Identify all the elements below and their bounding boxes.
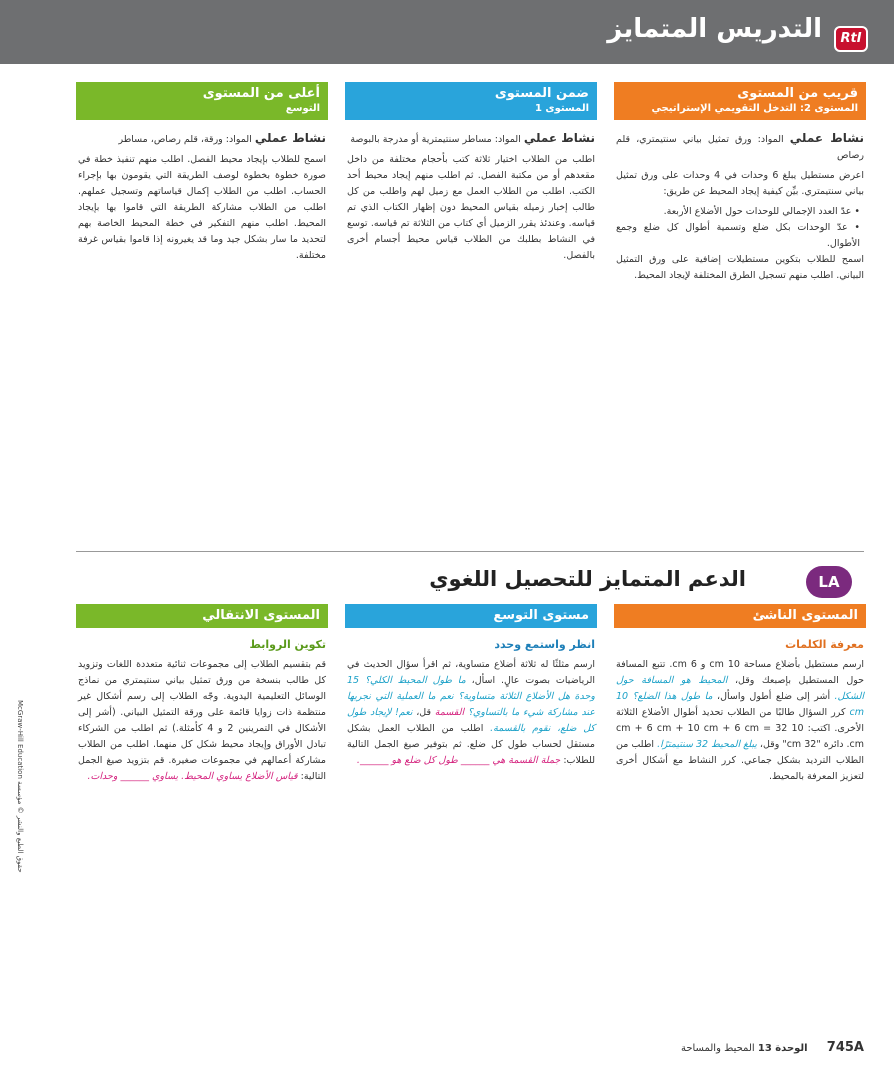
highlight-text: المحيط هو المسافة حول الشكل.	[616, 675, 865, 702]
activity-lead: نشاط عملي	[523, 131, 595, 145]
col-on-level-body	[345, 130, 597, 264]
text-run: كرر السؤال طالبًا من الطلاب تحديد أطوال الأضلاع الثلاثة الأخرى. اكتب: 10 cm + 6 cm + 10 cm + 6 cm = 32 cm. دائرة "32 cm" وقل،	[616, 707, 865, 750]
highlight-text: ما طول المحيط الكلي؟ 15 وحدة هل الأضلاع الثلاثة متساوية؟ نعم ما العملية التي نجريها عند مشاركة شيء ما بالتساوي؟	[347, 675, 595, 718]
page-number: 745A	[826, 1040, 864, 1055]
la-section-title: الدعم المتمايز للتحصيل اللغوي	[429, 567, 746, 591]
col-approaching-title: قريب من المستوى	[737, 86, 858, 101]
materials-text: المواد: ورق تمثيل بياني سنتيمتري، قلم رصاص	[616, 134, 864, 161]
section-divider	[76, 551, 864, 552]
col-expanding-body	[345, 657, 597, 769]
text-run: أشر إلى ضلع أطول واسأل،	[717, 691, 831, 702]
text-run: ارسم مثلثًا له ثلاثة أضلاع متساوية، ثم اقرأ سؤال الحديث في الرياضيات بصوت عالٍ. اسأل،	[347, 659, 595, 686]
header-bar	[0, 0, 894, 64]
paragraph: اسمح للطلاب بإيجاد محيط الفصل. اطلب منهم تنفيذ خطة في صورة خطوة بخطوة لوصف الطريقة التي يقومون بها بإجراء الحساب. اطلب من الطلاب إكمال قياساتهم وتسجيل عملهم. اطلب من الطلاب مشاركة الطريقة التي قاموا بها بإيجاد المحيط. اطلب منهم التفكير في خطة المحيط الخاصة بهم لتحديد ما سار بشكل جيد وما قد يغيرونه إذا قاموا بقياس غرفة مختلفة.	[78, 154, 326, 261]
col-bridging-title: المستوى الانتقالي	[202, 608, 320, 623]
la-badge: LA	[806, 566, 852, 598]
col-approaching-body	[614, 130, 866, 284]
unit-label: الوحدة 13	[757, 1043, 808, 1054]
col-expanding-title: مستوى التوسع	[493, 608, 589, 623]
activity-lead: نشاط عملي	[254, 131, 326, 145]
col-emerging-body	[614, 657, 866, 785]
col-emerging-label: معرفة الكلمات	[785, 638, 864, 651]
col-expanding	[345, 604, 597, 773]
highlight-text: القسمة	[434, 707, 465, 718]
rti-badge: RtI	[834, 26, 868, 52]
col-expanding-label: انظر واستمع وحدد	[494, 638, 595, 651]
text-run: قم بتقسيم الطلاب إلى مجموعات ثنائية متعددة اللغات وتزويد كل طالب بنسخة من ورق تمثيل بياني سنتيمتري من نماذج الوسائل التعليمية اليدوية. وجّه الطلاب إلى رسم أشكال غير منتظمة ذات زوايا قائمة على ورقة التمثيل البياني. (أشر إلى الأشكال في التمرينين 2 و 4 كأمثلة.) ثم اطلب من الشركاء تبادل الأوراق وإيجاد محيط شكل كل منهما. اطلب من الطلاب مشاركة أعمالهم في مجموعات صغيرة. قم بتزويد صيغ الجمل التالية:	[78, 659, 326, 782]
page-footer	[681, 1040, 864, 1055]
page-title: التدريس المتمايز	[607, 14, 822, 44]
col-emerging	[614, 604, 866, 789]
text-run: قل،	[416, 707, 432, 718]
paragraph: اطلب من الطلاب اختيار ثلاثة كتب بأحجام مختلفة من داخل مقعدهم أو من مكتبة الفصل. ثم اطلب منهم إيجاد محيط أحد الكتب. اطلب من الطلاب العمل مع زميل لهم واطلب من كل طالب إخبار زميله بقياس المحيط دون إظهار الكتاب الذي تم قياسه. وعندئذ يقرر الزميل أي كتاب من الثلاثة تم قياسه. توسع في النشاط بطلبك من الطلاب قياس محيط أجسام أخرى بالفصل.	[347, 154, 595, 261]
col-expanding-header	[345, 604, 597, 628]
col-on-level-title: ضمن المستوى	[494, 86, 589, 101]
col-beyond-body	[76, 130, 328, 264]
sentence-frame: قياس الأضلاع يساوي المحيط. يساوي ______ وحدات.	[87, 771, 298, 782]
unit-title: المحيط والمساحة	[680, 1043, 755, 1054]
bullet-item: • عدّ العدد الإجمالي للوحدات حول الأضلاع الأربعة.	[616, 204, 860, 220]
col-bridging-header	[76, 604, 328, 628]
col-beyond	[76, 82, 328, 268]
col-on-level-header	[345, 82, 597, 120]
highlight-text: نعم! لإيجاد طول كل ضلع، نقوم بالقسمة.	[347, 707, 595, 734]
col-bridging-label: تكوين الروابط	[249, 638, 326, 651]
sentence-frame: جملة القسمة هي ______ طول كل ضلع هو ______.	[356, 755, 561, 766]
col-emerging-header	[614, 604, 866, 628]
col-approaching	[614, 82, 866, 288]
col-on-level-subtitle: المستوى 1	[534, 103, 589, 114]
highlight-text: يبلغ المحيط 32 سنتيمترًا.	[657, 739, 757, 750]
col-approaching-header	[614, 82, 866, 120]
col-bridging	[76, 604, 328, 789]
activity-lead: نشاط عملي	[789, 131, 864, 145]
copyright-credit: McGraw-Hill Education حقوق الطبع والنشر © مؤسسة	[16, 700, 24, 873]
text-run: ارسم مستطيل بأضلاع مساحة 10 cm و 6 cm. تتبع المسافة حول المستطيل بإصبعك وقل،	[616, 659, 865, 686]
paragraph: اسمح للطلاب بتكوين مستطيلات إضافية على ورق التمثيل البياني. اطلب منهم تسجيل الطرق المختلفة لإيجاد المحيط.	[616, 254, 864, 281]
materials-text: المواد: ورقة، قلم رصاص، مساطر	[118, 134, 252, 145]
highlight-text: ما طول هذا الضلع؟ 10 cm	[616, 691, 864, 718]
bullet-list	[616, 204, 864, 252]
text-run: اطلب من الطلاب العمل بشكل مستقل لحساب طول كل ضلع. ثم بتوفير صيغ الجمل التالية للطلاب:	[347, 723, 595, 766]
text-run: اطلب من الطلاب الترديد بشكل جماعي. كرر النشاط مع أشكال أخرى لتعزيز المعرفة بالمحيط.	[616, 739, 864, 782]
col-emerging-title: المستوى الناشئ	[752, 608, 858, 623]
col-beyond-title: أعلى من المستوى	[202, 86, 320, 101]
bullet-item: • عدّ الوحدات بكل ضلع وتسمية أطوال كل ضلع وجمع الأطوال.	[616, 220, 860, 252]
col-approaching-subtitle: المستوى 2: التدخل التقويمي الإستراتيجي	[651, 103, 858, 114]
col-bridging-body	[76, 657, 328, 785]
materials-text: المواد: مساطر سنتيمترية أو مدرجة بالبوصة	[350, 134, 521, 145]
col-beyond-subtitle: التوسع	[285, 103, 320, 114]
col-on-level	[345, 82, 597, 268]
col-beyond-header	[76, 82, 328, 120]
paragraph: اعرض مستطيل يبلغ 6 وحدات في 4 وحدات على ورق تمثيل بياني سنتيمتري. بيِّن كيفية إيجاد المحيط عن طريق:	[616, 170, 864, 197]
